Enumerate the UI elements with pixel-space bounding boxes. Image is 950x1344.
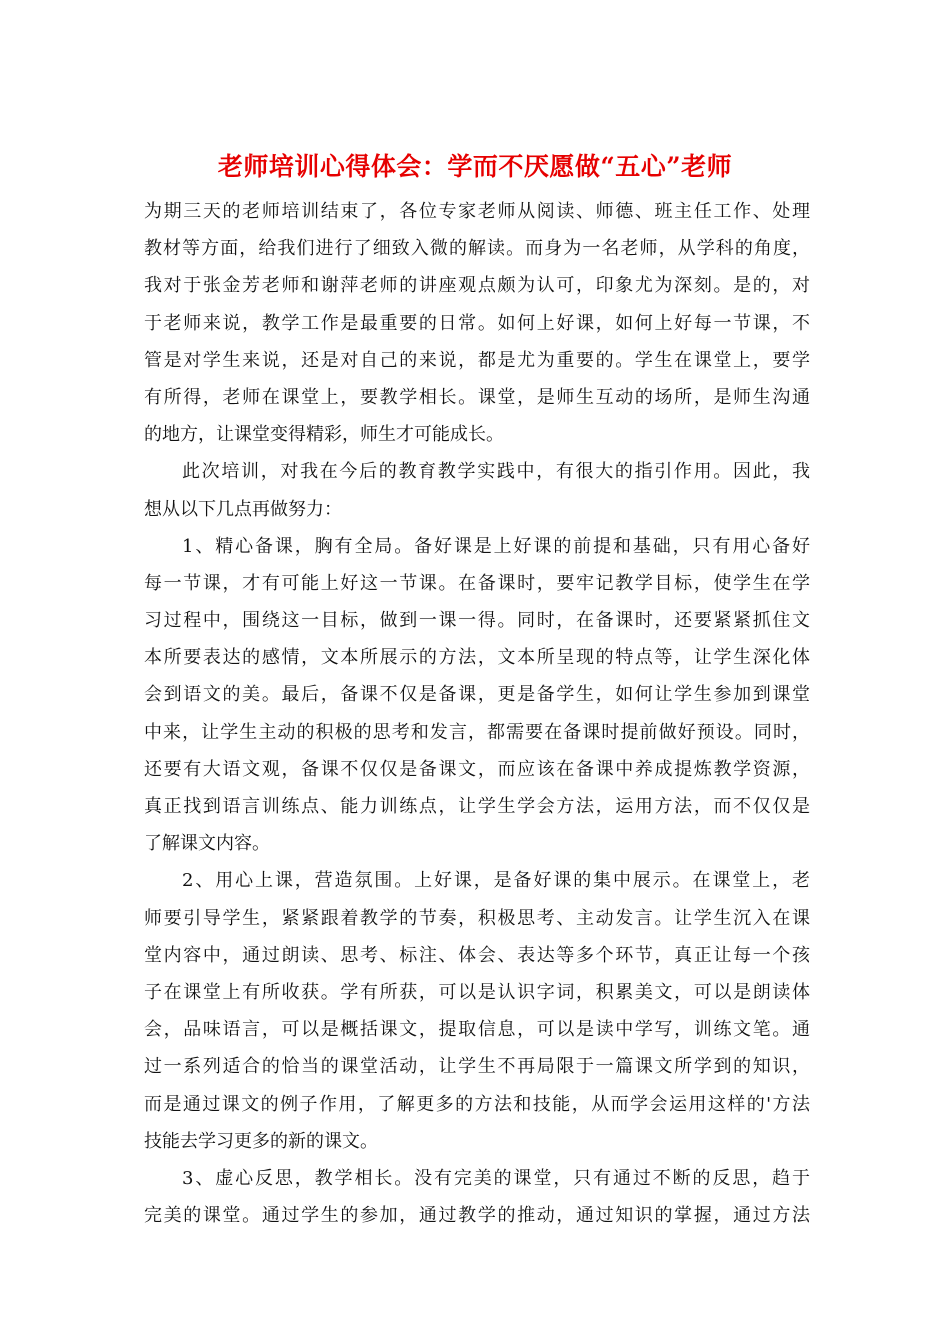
paragraph xyxy=(144,1160,810,1234)
paragraph xyxy=(144,528,810,863)
text-line: 还要有大语文观，备课不仅仅是备课文，而应该在备课中养成提炼教学资源， xyxy=(144,758,810,780)
text-line: 2、用心上课，营造氛围。上好课，是备好课的集中展示。在课堂上，老 xyxy=(182,870,810,892)
text-line: 此次培训，对我在今后的教育教学实践中，有很大的指引作用。因此，我 xyxy=(182,461,810,483)
text-line: 有所得，老师在课堂上，要教学相长。课堂，是师生互动的场所，是师生沟通 xyxy=(144,386,810,408)
text-line: 了解课文内容。 xyxy=(144,833,270,855)
text-line: 技能去学习更多的新的课文。 xyxy=(144,1130,378,1152)
text-line: 子在课堂上有所收获。学有所获，可以是认识字词，积累美文，可以是朗读体 xyxy=(144,981,810,1003)
text-line: 我对于张金芳老师和谢萍老师的讲座观点颇为认可，印象尤为深刻。是的，对 xyxy=(144,275,810,297)
text-line: 教材等方面，给我们进行了细致入微的解读。而身为一名老师，从学科的角度， xyxy=(144,238,810,260)
text-line: 而是通过课文的例子作用，了解更多的方法和技能，从而学会运用这样的'方法 xyxy=(144,1093,810,1115)
text-line: 会到语文的美。最后，备课不仅是备课，更是备学生，如何让学生参加到课堂 xyxy=(144,684,810,706)
text-line: 想从以下几点再做努力： xyxy=(144,498,342,520)
text-line: 师要引导学生，紧紧跟着教学的节奏，积极思考、主动发言。让学生沉入在课 xyxy=(144,907,810,929)
text-line: 真正找到语言训练点、能力训练点，让学生学会方法，运用方法，而不仅仅是 xyxy=(144,796,810,817)
text-line: 1、精心备课，胸有全局。备好课是上好课的前提和基础，只有用心备好 xyxy=(182,535,810,557)
text-line: 为期三天的老师培训结束了，各位专家老师从阅读、师德、班主任工作、处理 xyxy=(144,201,810,222)
text-line: 过一系列适合的恰当的课堂活动，让学生不再局限于一篇课文所学到的知识， xyxy=(144,1056,810,1078)
paragraph xyxy=(144,862,810,1160)
text-line: 管是对学生来说，还是对自己的来说，都是尤为重要的。学生在课堂上，要学 xyxy=(144,349,810,371)
text-line: 会，品味语言，可以是概括课文，提取信息，可以是读中学写，训练文笔。通 xyxy=(144,1019,810,1041)
text-line: 习过程中，围绕这一目标，做到一课一得。同时，在备课时，还要紧紧抓住文 xyxy=(144,610,810,632)
text-line: 3、虚心反思，教学相长。没有完美的课堂，只有通过不断的反思，趋于 xyxy=(182,1167,810,1189)
text-line: 中来，让学生主动的积极的思考和发言，都需要在备课时提前做好预设。同时， xyxy=(144,721,810,743)
text-line: 每一节课，才有可能上好这一节课。在备课时，要牢记教学目标，使学生在学 xyxy=(144,572,810,594)
paragraph xyxy=(144,453,810,527)
text-line: 于老师来说，教学工作是最重要的日常。如何上好课，如何上好每一节课，不 xyxy=(144,312,810,334)
document-title: 老师培训心得体会：学而不厌愿做“五心”老师 xyxy=(217,152,733,181)
text-line: 本所要表达的感情，文本所展示的方法，文本所呈现的特点等，让学生深化体 xyxy=(144,647,810,669)
document-body xyxy=(144,193,810,1234)
text-line: 的地方，让课堂变得精彩，师生才可能成长。 xyxy=(144,424,504,446)
text-line: 完美的课堂。通过学生的参加，通过教学的推动，通过知识的掌握，通过方法 xyxy=(144,1205,810,1227)
text-line: 堂内容中，通过朗读、思考、标注、体会、表达等多个环节，真正让每一个孩 xyxy=(144,944,810,966)
paragraph xyxy=(144,193,810,453)
